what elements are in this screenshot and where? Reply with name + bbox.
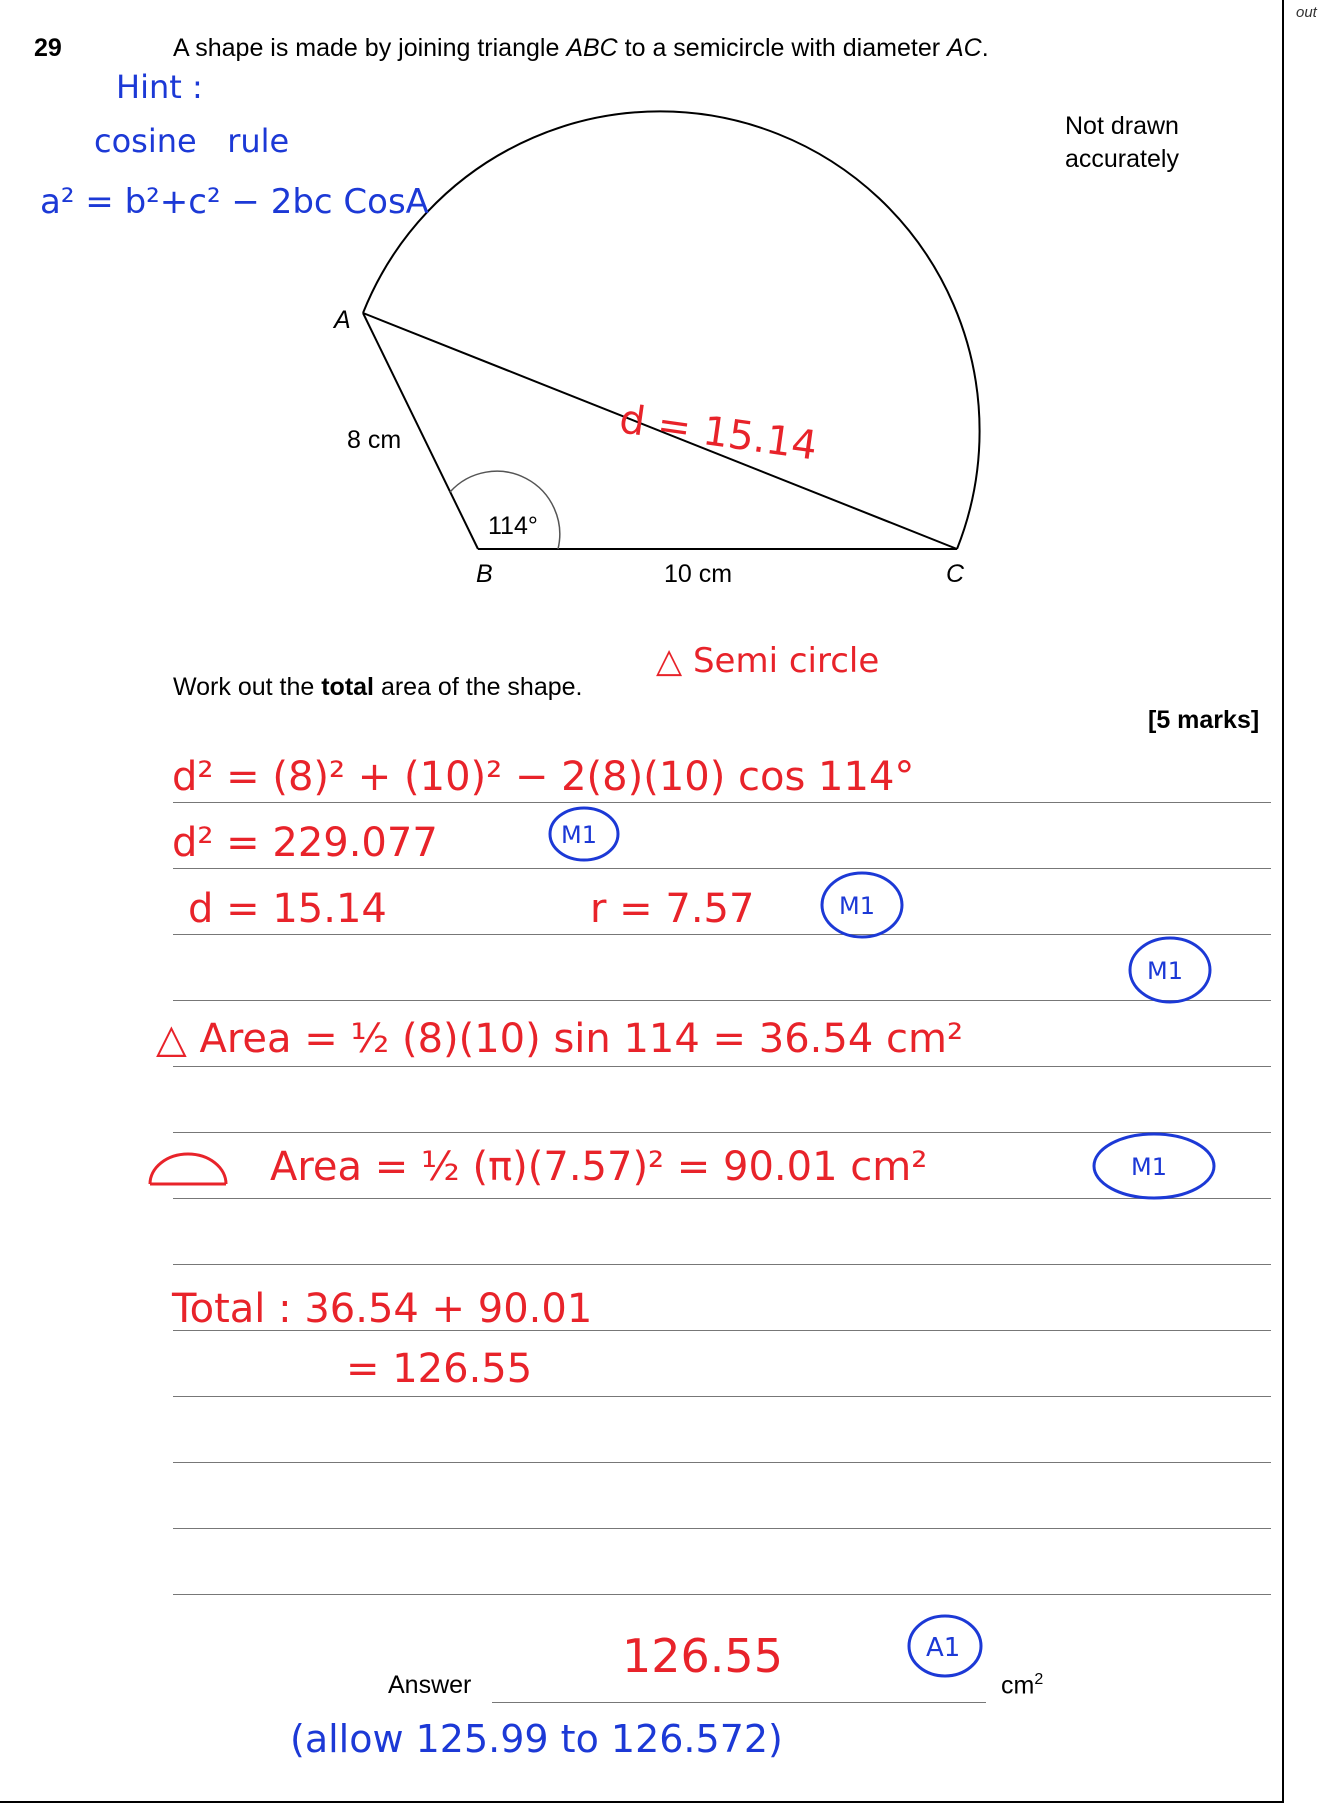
semicircle-symbol — [150, 1154, 226, 1184]
answer-unit: $cm^2$ — [1001, 1671, 1044, 1700]
marks-label: [5 marks] — [1148, 706, 1260, 734]
mark-m1: M1 — [839, 892, 875, 920]
working-line-4: △ Area = ½ (8)(10) sin 114 = 36.54 cm² — [156, 1016, 963, 1062]
angle-label-b: 114° — [488, 512, 538, 540]
not-drawn-note: Not drawn accurately — [1065, 112, 1179, 173]
working-line-3b: r = 7.57 — [590, 886, 755, 932]
vertex-label-a: A — [334, 306, 351, 334]
semicircle-arc — [363, 111, 980, 549]
hint-formula: a² = b²+c² − 2bc CosA — [40, 182, 429, 222]
working-line-3a: d = 15.14 — [188, 886, 387, 932]
working-line-2: d² = 229.077 — [172, 820, 438, 866]
working-line-5: Area = ½ (π)(7.57)² = 90.01 cm² — [270, 1144, 928, 1190]
question-number: 29 — [34, 34, 62, 62]
handwritten-answer: 126.55 — [622, 1629, 783, 1683]
question-text: A shape is made by joining triangle ABC to a semicircle with diameter AC. — [173, 34, 989, 62]
mark-m1: M1 — [1131, 1153, 1167, 1181]
working-line-7: = 126.55 — [346, 1346, 533, 1392]
mark-a1: A1 — [926, 1633, 961, 1663]
corner-note: out — [1296, 4, 1317, 21]
mark-m1: M1 — [561, 821, 597, 849]
side-label-ab: 8 cm — [347, 426, 402, 454]
semicircle-annotation: △ Semi circle — [656, 641, 880, 681]
instruction-text: Work out the total area of the shape. — [173, 673, 583, 701]
working-line-6: Total : 36.54 + 90.01 — [172, 1286, 593, 1332]
answer-label: Answer — [388, 1671, 472, 1699]
mark-m1: M1 — [1147, 957, 1183, 985]
vertex-label-b: B — [476, 560, 493, 588]
hint-rule: cosine rule — [94, 122, 290, 160]
hint-title: Hint : — [116, 68, 203, 106]
vertex-label-c: C — [946, 560, 965, 588]
diameter-annotation: d = 15.14 — [616, 396, 820, 470]
allow-range-note: (allow 125.99 to 126.572) — [290, 1717, 783, 1761]
side-label-bc: 10 cm — [664, 560, 733, 588]
working-line-1: d² = (8)² + (10)² − 2(8)(10) cos 114° — [172, 754, 915, 800]
